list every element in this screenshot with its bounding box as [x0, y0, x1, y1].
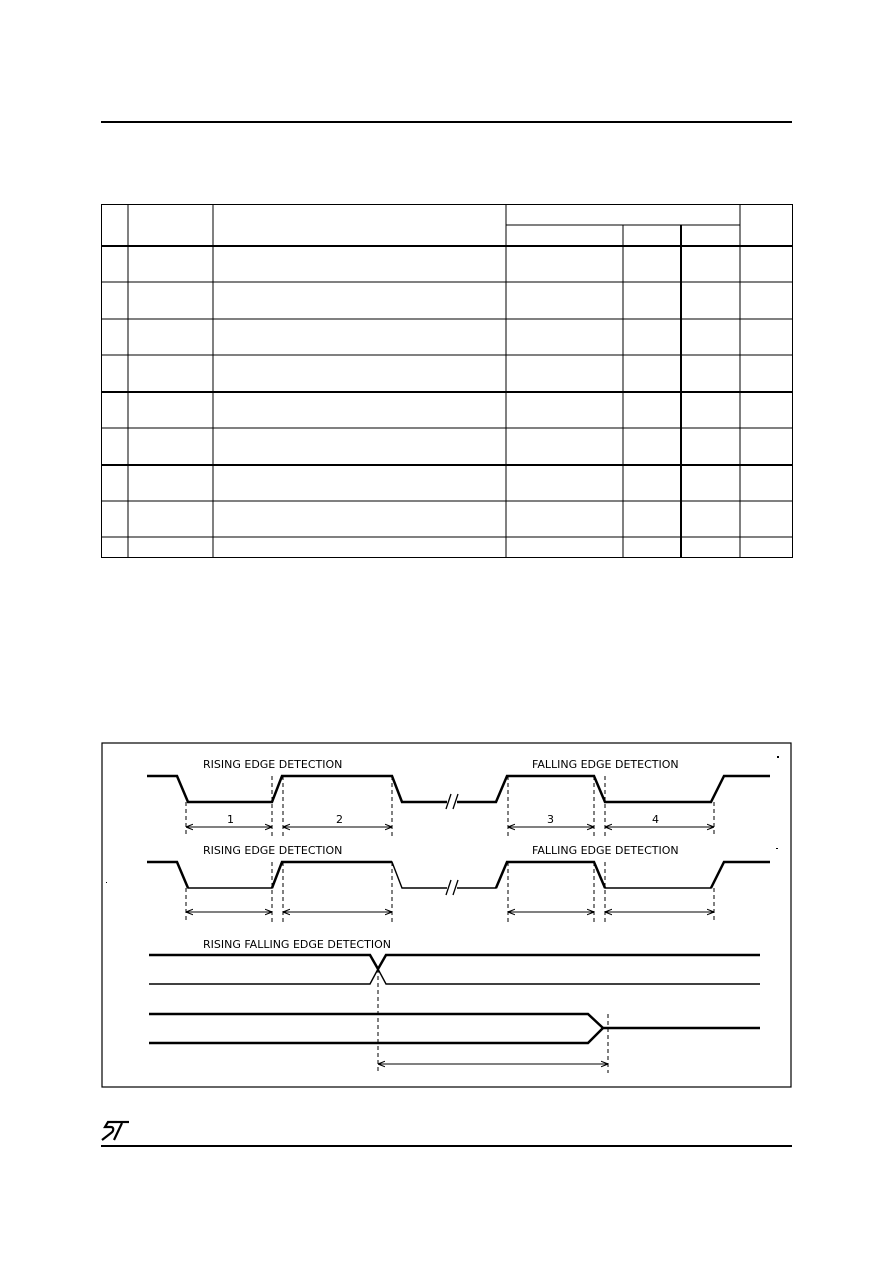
row2-waveform — [147, 862, 770, 895]
top-rule — [101, 121, 792, 123]
interval-label-2: 2 — [336, 813, 343, 826]
figure-frame — [102, 743, 791, 1087]
row1-title-left: RISING EDGE DETECTION — [203, 758, 343, 771]
st-logo — [101, 1118, 139, 1144]
row3-title: RISING FALLING EDGE DETECTION — [203, 938, 391, 951]
bottom-rule — [101, 1145, 792, 1147]
interval-label-1: 1 — [227, 813, 234, 826]
row4-merging-waveform — [149, 1014, 760, 1043]
row2-title-left: RISING EDGE DETECTION — [203, 844, 343, 857]
spec-table — [101, 204, 793, 560]
row1-waveform — [147, 776, 770, 809]
row1-title-right: FALLING EDGE DETECTION — [532, 758, 679, 771]
row3-crossing-waveform — [149, 955, 760, 984]
timing-diagram — [101, 742, 793, 1090]
row2-title-right: FALLING EDGE DETECTION — [532, 844, 679, 857]
interval-label-4: 4 — [652, 813, 659, 826]
interval-label-3: 3 — [547, 813, 554, 826]
